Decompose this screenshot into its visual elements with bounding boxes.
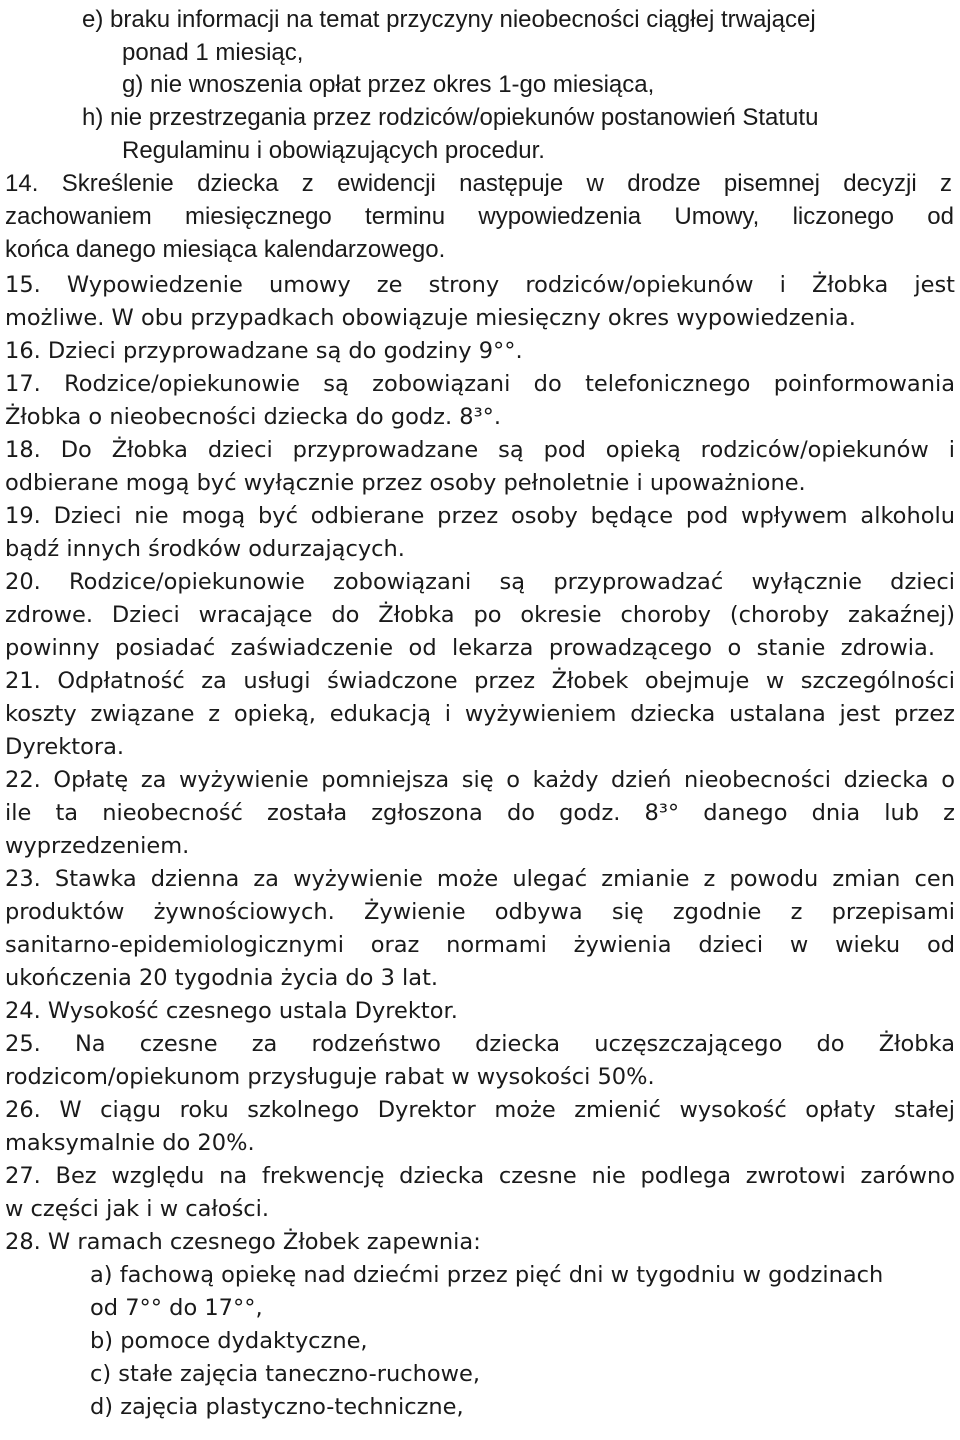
text-line: h) nie przestrzegania przez rodziców/opiekunów postanowień Statutu (82, 104, 819, 131)
text-line: maksymalnie do 20%. (5, 1130, 255, 1156)
text-line: ponad 1 miesiąc, (122, 39, 304, 66)
text-line: ukończenia 20 tygodnia życia do 3 lat. (5, 965, 439, 991)
text-line: 22. Opłatę za wyżywienie pomniejsza się o każdy dzień nieobecności dziecka o (5, 767, 955, 793)
text-line: 17. Rodzice/opiekunowie są zobowiązani do telefonicznego poinformowania (5, 371, 955, 397)
text-line: b) pomoce dydaktyczne, (90, 1328, 368, 1354)
text-line: 21. Odpłatność za usługi świadczone przez Żłobek obejmuje w szczególności (5, 668, 955, 694)
text-line: 14. Skreślenie dziecka z ewidencji następuje w drodze pisemnej decyzji z (5, 170, 952, 197)
text-line: koszty związane z opieką, edukacją i wyżywieniem dziecka ustalana jest przez (5, 701, 955, 727)
text-line: 28. W ramach czesnego Żłobek zapewnia: (5, 1229, 481, 1255)
text-line: powinny posiadać zaświadczenie od lekarza prowadzącego o stanie zdrowia. (5, 635, 935, 661)
text-line: rodzicom/opiekunom przysługuje rabat w wysokości 50%. (5, 1064, 655, 1090)
text-line: 18. Do Żłobka dzieci przyprowadzane są pod opieką rodziców/opiekunów i (5, 437, 955, 463)
text-line: wyprzedzeniem. (5, 833, 190, 859)
text-line: 25. Na czesne za rodzeństwo dziecka uczęszczającego do Żłobka (5, 1031, 955, 1057)
text-line: a) fachową opiekę nad dziećmi przez pięć dni w tygodniu w godzinach (90, 1262, 884, 1288)
text-line: 16. Dzieci przyprowadzane są do godziny 9°°. (5, 338, 523, 364)
text-line: d) zajęcia plastyczno-techniczne, (90, 1394, 464, 1420)
text-line: Dyrektora. (5, 734, 125, 760)
text-line: ile ta nieobecność została zgłoszona do godz. 8³° danego dnia lub z (5, 800, 955, 826)
text-line: odbierane mogą być wyłącznie przez osoby pełnoletnie i upoważnione. (5, 470, 806, 496)
text-line: 19. Dzieci nie mogą być odbierane przez osoby będące pod wpływem alkoholu (5, 503, 955, 529)
text-line: zachowaniem miesięcznego terminu wypowiedzenia Umowy, liczonego od (5, 203, 954, 230)
text-line: 27. Bez względu na frekwencję dziecka czesne nie podlega zwrotowi zarówno (5, 1163, 955, 1189)
text-line: 23. Stawka dzienna za wyżywienie może ulegać zmianie z powodu zmian cen (5, 866, 955, 892)
text-line: końca danego miesiąca kalendarzowego. (5, 236, 446, 263)
text-line: g) nie wnoszenia opłat przez okres 1-go miesiąca, (122, 71, 655, 98)
text-line: 26. W ciągu roku szkolnego Dyrektor może zmienić wysokość opłaty stałej (5, 1097, 955, 1123)
text-line: od 7°° do 17°°, (90, 1295, 263, 1321)
text-line: 20. Rodzice/opiekunowie zobowiązani są przyprowadzać wyłącznie dzieci (5, 569, 955, 595)
text-line: Żłobka o nieobecności dziecka do godz. 8³°. (5, 404, 501, 430)
text-line: 24. Wysokość czesnego ustala Dyrektor. (5, 998, 458, 1024)
text-line: e) braku informacji na temat przyczyny nieobecności ciągłej trwającej (82, 6, 816, 33)
text-line: 15. Wypowiedzenie umowy ze strony rodziców/opiekunów i Żłobka jest (5, 272, 955, 298)
text-line: zdrowe. Dzieci wracające do Żłobka po okresie choroby (choroby zakaźnej) (5, 602, 955, 628)
text-line: produktów żywnościowych. Żywienie odbywa się zgodnie z przepisami (5, 899, 955, 925)
text-line: sanitarno-epidemiologicznymi oraz normami żywienia dzieci w wieku od (5, 932, 955, 958)
text-line: bądź innych środków odurzających. (5, 536, 405, 562)
text-line: możliwe. W obu przypadkach obowiązuje miesięczny okres wypowiedzenia. (5, 305, 856, 331)
text-line: Regulaminu i obowiązujących procedur. (122, 137, 545, 164)
text-line: c) stałe zajęcia taneczno-ruchowe, (90, 1361, 481, 1387)
text-line: w części jak i w całości. (5, 1196, 270, 1222)
